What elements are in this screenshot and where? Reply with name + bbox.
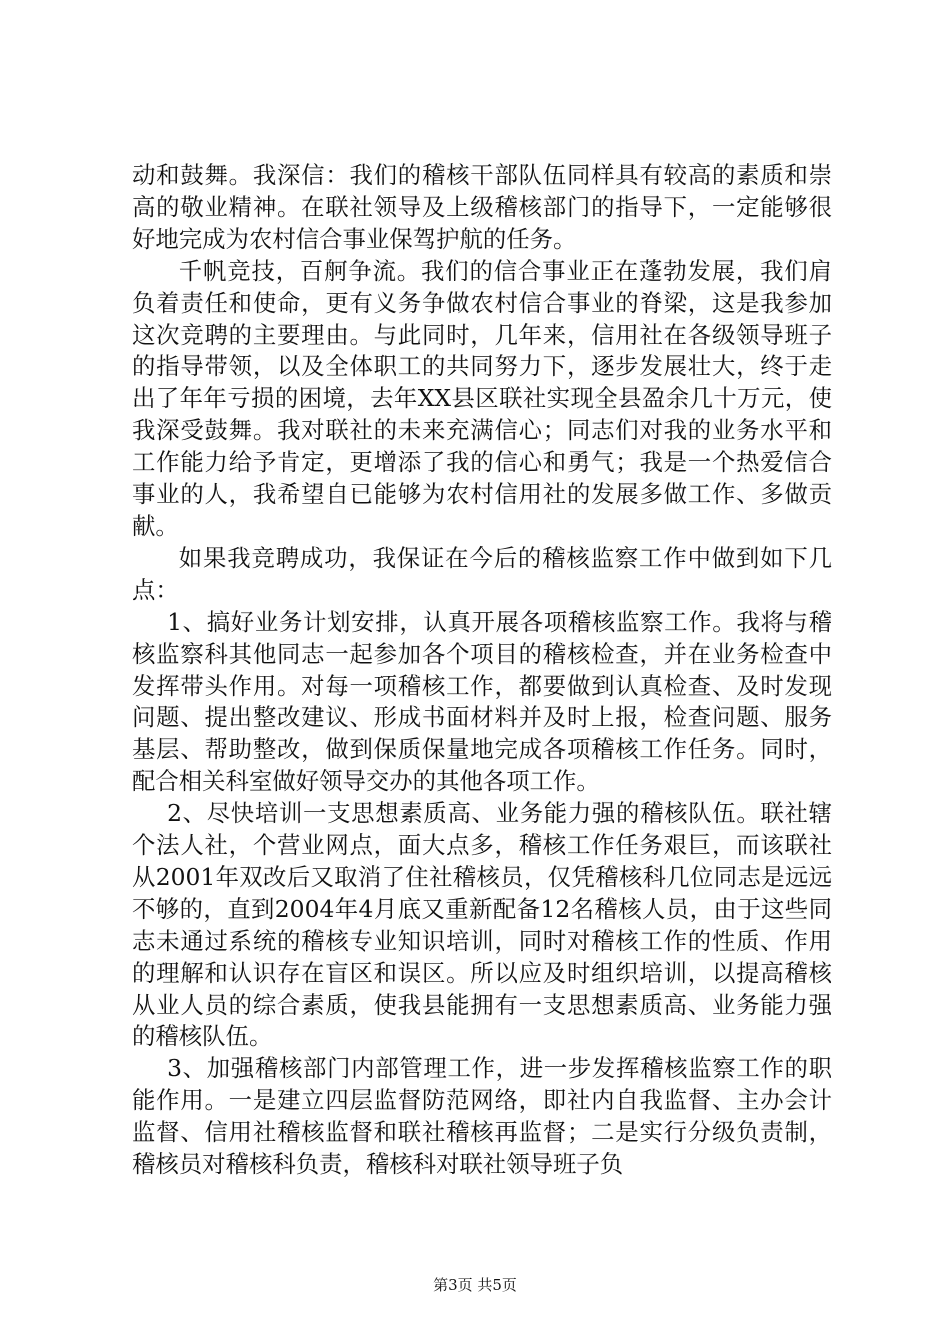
paragraph-motivation: 千帆竞技，百舸争流。我们的信合事业正在蓬勃发展，我们肩负着责任和使命，更有义务争做农村信合事业的脊梁，这是我参加这次竞聘的主要理由。与此同时，几年来，信用社在各级领导班子的指导带领，以及全体职工的共同努力下，逐步发展壮大，终于走出了年年亏损的困境，去年XX县区联社实现全县盈余几十万元，使我深受鼓舞。我对联社的未来充满信心；同志们对我的业务水平和工作能力给予肯定，更增添了我的信心和勇气；我是一个热爱信合事业的人，我希望自已能够为农村信用社的发展多做工作、多做贡献。 [132,256,832,540]
paragraph-pledge-intro: 如果我竞聘成功，我保证在今后的稽核监察工作中做到如下几点： [132,543,832,604]
document-body [132,160,832,1181]
page-footer: 第3页 共5页 [433,1276,517,1294]
paragraph-point-2: 2、尽快培训一支思想素质高、业务能力强的稽核队伍。联社辖个法人社，个营业网点，面大点多，稽核工作任务艰巨，而该联社从2001年双改后又取消了住社稽核员，仅凭稽核科几位同志是远远不够的，直到2004年4月底又重新配备12名稽核人员，由于这些同志未通过系统的稽核专业知识培训，同时对稽核工作的性质、作用的理解和认识存在盲区和误区。所以应及时组织培训，以提高稽核从业人员的综合素质，使我县能拥有一支思想素质高、业务能力强的稽核队伍。 [132,799,832,1051]
paragraph-continuation: 动和鼓舞。我深信：我们的稽核干部队伍同样具有较高的素质和崇高的敬业精神。在联社领导及上级稽核部门的指导下，一定能够很好地完成为农村信合事业保驾护航的任务。 [132,161,832,253]
paragraph-point-1: 1、搞好业务计划安排，认真开展各项稽核监察工作。我将与稽核监察科其他同志一起参加各个项目的稽核检查，并在业务检查中发挥带头作用。对每一项稽核工作，都要做到认真检查、及时发现问题、提出整改建议、形成书面材料并及时上报，检查问题、服务基层、帮助整改，做到保质保量地完成各项稽核工作任务。同时，配合相关科室做好领导交办的其他各项工作。 [132,607,832,796]
paragraph-point-3: 3、加强稽核部门内部管理工作，进一步发挥稽核监察工作的职能作用。一是建立四层监督防范网络，即社内自我监督、主办会计监督、信用社稽核监督和联社稽核再监督；二是实行分级负责制，稽核员对稽核科负责，稽核科对联社领导班子负 [132,1054,832,1179]
